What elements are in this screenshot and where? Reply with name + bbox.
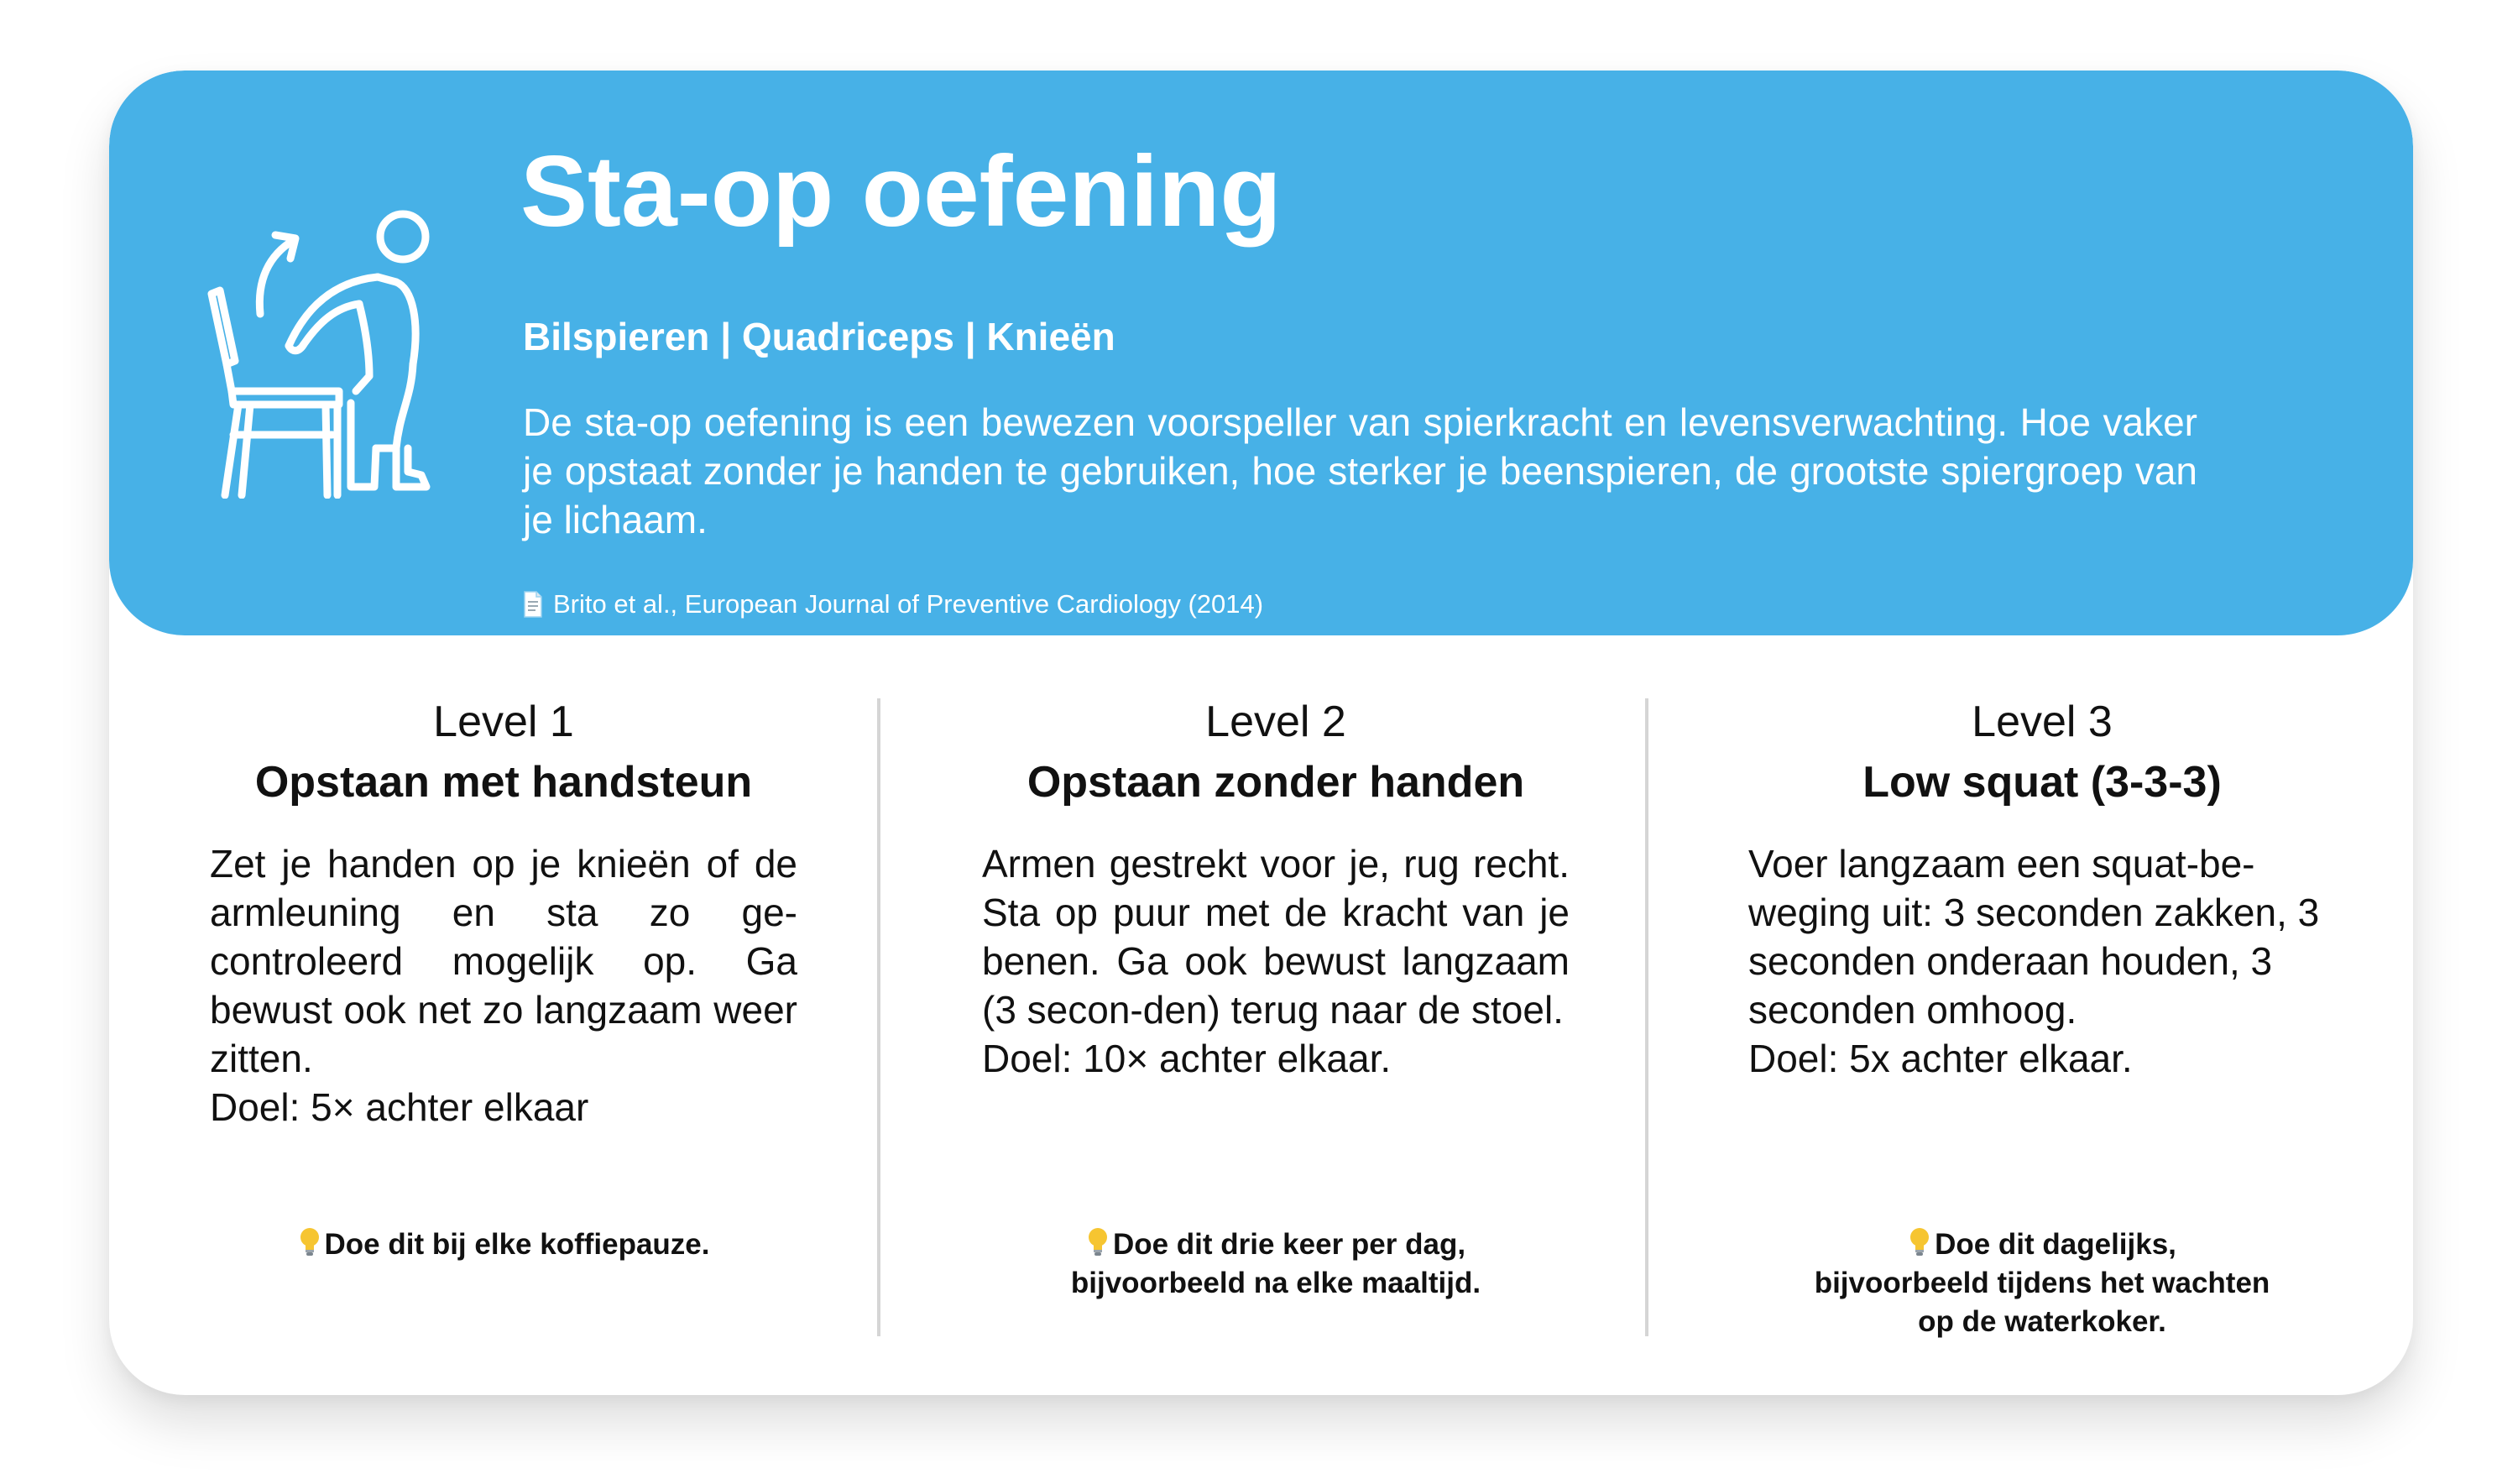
level-goal: Doel: 5× achter elkaar	[210, 1085, 589, 1129]
level-goal: Doel: 5x achter elkaar.	[1748, 1037, 2133, 1080]
tip-line: bijvoorbeeld tijdens het wachten	[1814, 1267, 2270, 1299]
level-name: Opstaan zonder handen	[1027, 758, 1525, 807]
source-citation	[523, 589, 1263, 619]
tip-line: Doe dit dagelijks,	[1748, 1225, 2336, 1264]
level-name: Opstaan met handsteun	[254, 758, 753, 807]
tip-line: Doe dit drie keer per dag,	[982, 1225, 1570, 1264]
level-instructions: Voer langzaam een squat-be-weging uit: 3 seconden zakken, 3 seconden onderaan houden, 3 seconden omhoog.	[1748, 842, 2320, 1032]
source-text: Brito et al., European Journal of Preventive Cardiology (2014)	[553, 589, 1264, 619]
level-name: Low squat (3-3-3)	[1862, 758, 2222, 807]
level-1-column	[210, 692, 797, 1131]
level-2-column	[982, 692, 1570, 1083]
person-rising-from-chair-icon	[201, 196, 453, 499]
lightbulb-icon	[1908, 1227, 1931, 1257]
tip-line: op de waterkoker.	[1918, 1305, 2166, 1338]
lightbulb-icon	[1086, 1227, 1110, 1257]
level-3-tip	[1748, 1225, 2336, 1341]
level-description	[982, 839, 1570, 1083]
level-number: Level 2	[1205, 698, 1346, 746]
page-title: Sta-op oefening	[520, 135, 1282, 248]
level-instructions: Armen gestrekt voor je, rug recht. Sta op puur met de kracht van je benen. Ga ook bewust langzaam (3 secon-den) terug naar de stoel.	[982, 842, 1570, 1032]
document-icon	[523, 591, 543, 618]
tip-line: Doe dit bij elke koffiepauze.	[210, 1225, 797, 1264]
muscle-groups: Bilspieren | Quadriceps | Knieën	[523, 315, 1115, 358]
level-description	[210, 839, 797, 1131]
level-1-tip	[210, 1225, 797, 1264]
level-3-column	[1748, 692, 2336, 1083]
level-number: Level 1	[433, 698, 574, 746]
card-header	[109, 71, 2413, 635]
level-description	[1748, 839, 2336, 1083]
intro-text: De sta-op oefening is een bewezen voorspeller van spierkracht en levensverwachting. Hoe vaker je opstaat zonder je handen te gebruiken, hoe sterker je beenspieren, de grootste spiergroep van je lichaam.	[523, 400, 2197, 541]
tip-line: bijvoorbeeld na elke maaltijd.	[1070, 1267, 1481, 1299]
column-divider	[877, 698, 880, 1336]
exercise-card	[109, 71, 2413, 1395]
level-2-tip	[982, 1225, 1570, 1303]
column-divider	[1645, 698, 1648, 1336]
level-instructions: Zet je handen op je knieën of de armleuning en sta zo ge-controleerd mogelijk op. Ga bewust ook net zo langzaam weer zitten.	[210, 842, 797, 1080]
level-number: Level 3	[1972, 698, 2113, 746]
lightbulb-icon	[298, 1227, 321, 1257]
level-goal: Doel: 10× achter elkaar.	[982, 1037, 1392, 1080]
